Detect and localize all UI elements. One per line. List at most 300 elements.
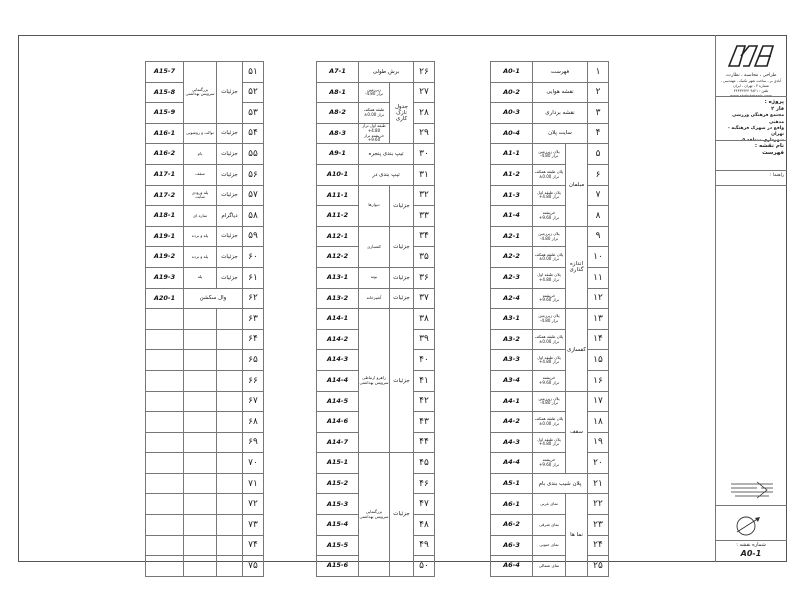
table-row — [491, 370, 609, 391]
row-number: ۱۵ — [588, 350, 609, 371]
row-number: ۱۲ — [588, 288, 609, 309]
row-number: ۲۳ — [588, 515, 609, 536]
row-number: ۶۰ — [243, 247, 264, 268]
row-group: نما ها — [566, 494, 588, 576]
row-number: ۷ — [588, 185, 609, 206]
row-code — [146, 329, 184, 350]
row-code: A15-7 — [146, 62, 184, 83]
row-number: ۳۰ — [414, 144, 435, 165]
row-code: A6-1 — [491, 494, 533, 515]
row-group: دیاگرام — [217, 206, 243, 227]
table-row — [317, 164, 435, 185]
table-row — [146, 267, 264, 288]
row-number: ۱۹ — [588, 432, 609, 453]
row-code: A17-2 — [146, 185, 184, 206]
table-row — [491, 247, 609, 268]
row-code — [146, 453, 184, 474]
row-description: برش طولی — [359, 62, 414, 83]
table-row — [317, 453, 435, 474]
row-code: A15-3 — [317, 494, 359, 515]
row-number: ۲۰ — [588, 453, 609, 474]
row-code: A1-2 — [491, 164, 533, 185]
table-row — [491, 556, 609, 577]
row-subtitle: پلان طبقه همکف تراز 0.00± — [533, 164, 566, 185]
row-code: A13-1 — [317, 267, 359, 288]
row-subtitle: پله — [184, 267, 217, 288]
row-number: ۶۳ — [243, 309, 264, 330]
row-subtitle: پلان طبقه اول تراز 4.80+ — [533, 350, 566, 371]
row-subtitle-empty — [184, 515, 217, 536]
table-row — [491, 103, 609, 124]
row-number: ۴۱ — [414, 370, 435, 391]
row-code: A15-5 — [317, 535, 359, 556]
table-row — [491, 473, 609, 494]
row-subtitle: پله و نرده — [184, 247, 217, 268]
row-code: A0-1 — [491, 62, 533, 83]
row-number: ۳۱ — [414, 164, 435, 185]
table-row — [491, 144, 609, 165]
row-code: A19-3 — [146, 267, 184, 288]
table-row — [317, 144, 435, 165]
row-code: A20-1 — [146, 288, 184, 309]
row-code: A2-4 — [491, 288, 533, 309]
table-row — [491, 62, 609, 83]
row-subtitle: سازه ای — [184, 206, 217, 227]
row-code: A14-2 — [317, 329, 359, 350]
row-number: ۶۹ — [243, 432, 264, 453]
row-code: A14-5 — [317, 391, 359, 412]
row-number: ۳ — [588, 103, 609, 124]
row-code: A4-3 — [491, 432, 533, 453]
north-arrow-icon — [733, 512, 763, 538]
row-number: ۲۴ — [588, 535, 609, 556]
row-subtitle: پلان زیرزمین تراز 4.80- — [533, 391, 566, 412]
row-code: A14-6 — [317, 412, 359, 433]
row-number: ۴۷ — [414, 494, 435, 515]
row-code: A15-9 — [146, 103, 184, 124]
row-code: A15-1 — [317, 453, 359, 474]
row-subtitle: پله ورودی سایت — [184, 185, 217, 206]
row-number: ۱۳ — [588, 309, 609, 330]
row-code: A6-3 — [491, 535, 533, 556]
table-row — [491, 206, 609, 227]
row-number: ۲۲ — [588, 494, 609, 515]
project-name-line: مجتمع فرهنگی ورزشی مذهبی — [732, 113, 784, 125]
table-row — [146, 535, 264, 556]
row-number: ۱۱ — [588, 267, 609, 288]
row-number: ۵ — [588, 144, 609, 165]
row-number: ۴ — [588, 123, 609, 144]
guide-label: راهنما : — [769, 173, 784, 178]
row-number: ۵۷ — [243, 185, 264, 206]
table-row — [146, 62, 264, 83]
row-code: A12-1 — [317, 226, 359, 247]
table-row — [491, 123, 609, 144]
row-subtitle: سقف — [184, 164, 217, 185]
row-code: A5-1 — [491, 473, 533, 494]
row-group: جزئیات — [390, 267, 414, 288]
row-code: A19-1 — [146, 226, 184, 247]
row-number: ۱۴ — [588, 329, 609, 350]
row-number: ۸ — [588, 206, 609, 227]
row-subtitle: پلان طبقه اول تراز 4.80+ — [533, 185, 566, 206]
row-code — [146, 556, 184, 577]
row-group: کفسازی — [566, 309, 588, 391]
row-number: ۴۲ — [414, 391, 435, 412]
row-code: A15-4 — [317, 515, 359, 536]
row-description: سایت پلان — [533, 123, 588, 144]
row-code: A4-2 — [491, 412, 533, 433]
row-number: ۶۸ — [243, 412, 264, 433]
row-number: ۱۷ — [588, 391, 609, 412]
table-row — [491, 185, 609, 206]
row-number: ۲ — [588, 82, 609, 103]
row-description: فهرست — [533, 62, 588, 83]
row-number: ۱۰ — [588, 247, 609, 268]
project-name-line: واقع در شهرک فرهنگیه - تهران — [727, 125, 784, 137]
row-number: ۴۰ — [414, 350, 435, 371]
row-number: ۳۹ — [414, 329, 435, 350]
row-code: A8-2 — [317, 103, 359, 124]
row-number: ۶۲ — [243, 288, 264, 309]
row-code: A2-1 — [491, 226, 533, 247]
drawing-name-block — [718, 143, 784, 158]
row-number: ۳۸ — [414, 309, 435, 330]
row-code: A4-1 — [491, 391, 533, 412]
row-subtitle: پلان زیرزمین تراز 4.80- — [533, 144, 566, 165]
row-number: ۵۹ — [243, 226, 264, 247]
row-code: A9-1 — [317, 144, 359, 165]
title-block-rule — [715, 185, 787, 186]
row-subtitle-empty — [184, 535, 217, 556]
row-number: ۶۴ — [243, 329, 264, 350]
row-group-empty — [217, 453, 243, 474]
table-row — [146, 144, 264, 165]
table-row — [491, 535, 609, 556]
row-code: A0-2 — [491, 82, 533, 103]
row-code: A14-4 — [317, 370, 359, 391]
row-code — [146, 350, 184, 371]
row-subtitle: پله و نرده — [184, 226, 217, 247]
row-number: ۳۲ — [414, 185, 435, 206]
title-block-rule — [715, 96, 787, 97]
table-row — [491, 82, 609, 103]
row-code: A4-4 — [491, 453, 533, 474]
row-number: ۲۶ — [414, 62, 435, 83]
table-row — [146, 123, 264, 144]
row-subtitle-empty — [184, 350, 217, 371]
row-code: A0-3 — [491, 103, 533, 124]
table-row — [491, 453, 609, 474]
row-number: ۲۸ — [414, 103, 435, 124]
row-subtitle: پلان طبقه همکف تراز 0.00± — [533, 329, 566, 350]
row-subtitle-empty — [184, 309, 217, 330]
table-row — [146, 185, 264, 206]
table-row — [146, 247, 264, 268]
row-subtitle-empty — [184, 494, 217, 515]
row-subtitle: بزرگنمایی سرویس بهداشتی — [184, 62, 217, 124]
row-code: A11-2 — [317, 206, 359, 227]
row-number: ۷۵ — [243, 556, 264, 577]
row-description: نقشه برداری — [533, 103, 588, 124]
table-row — [491, 494, 609, 515]
table-row — [491, 288, 609, 309]
row-number: ۵۵ — [243, 144, 264, 165]
table-row — [491, 164, 609, 185]
index-table-middle — [316, 61, 435, 577]
row-subtitle: پلان زیرزمین تراز 4.80- — [533, 226, 566, 247]
row-code: A7-1 — [317, 62, 359, 83]
office-line: آبادی بر ، ساخت شهر تکنیک ، مهندسی ، شماره ۳ ، تهران ، ایران — [720, 79, 782, 88]
row-code: A14-3 — [317, 350, 359, 371]
row-number: ۲۵ — [588, 556, 609, 577]
row-number: ۵۲ — [243, 82, 264, 103]
row-number: ۱۶ — [588, 370, 609, 391]
index-table-left — [145, 61, 264, 577]
designer-logo-icon — [727, 480, 777, 502]
row-subtitle: نمای شمالی — [533, 556, 566, 577]
row-subtitle: بوته — [359, 267, 390, 288]
row-code: A3-1 — [491, 309, 533, 330]
row-group-empty — [217, 370, 243, 391]
row-number: ۷۳ — [243, 515, 264, 536]
row-code: A2-3 — [491, 267, 533, 288]
row-subtitle-empty — [184, 432, 217, 453]
row-code: A13-2 — [317, 288, 359, 309]
table-row — [146, 515, 264, 536]
row-subtitle: دیوارها — [359, 185, 390, 226]
row-subtitle: پلان طبقه همکف تراز 0.00± — [533, 412, 566, 433]
office-info — [718, 73, 784, 98]
row-subtitle-empty — [184, 329, 217, 350]
table-row — [317, 62, 435, 83]
row-number: ۴۵ — [414, 453, 435, 474]
row-code: A18-1 — [146, 206, 184, 227]
row-group-empty — [217, 391, 243, 412]
row-code: A8-3 — [317, 123, 359, 144]
row-code — [146, 515, 184, 536]
row-number: ۱۸ — [588, 412, 609, 433]
title-block-rule — [715, 505, 787, 506]
drawing-number-block — [718, 542, 784, 560]
row-group: جدول نازک کاری — [390, 82, 414, 144]
row-code: A3-4 — [491, 370, 533, 391]
drawing-name-value: فهرست — [762, 150, 784, 157]
row-code: A2-2 — [491, 247, 533, 268]
table-row — [146, 453, 264, 474]
table-row — [317, 288, 435, 309]
row-group: جزئیات — [217, 267, 243, 288]
drawing-number-value: A0-1 — [740, 548, 762, 558]
table-row — [146, 370, 264, 391]
project-info — [718, 99, 784, 144]
row-subtitle: خرپشته تراز 9.60+ — [533, 288, 566, 309]
row-number: ۳۷ — [414, 288, 435, 309]
row-group: جزئیات — [217, 247, 243, 268]
row-subtitle: پلان طبقه اول تراز 4.80+ — [533, 432, 566, 453]
row-number: ۴۳ — [414, 412, 435, 433]
row-code: A16-1 — [146, 123, 184, 144]
row-group: سقف — [566, 391, 588, 473]
table-row — [317, 123, 435, 144]
table-row — [491, 226, 609, 247]
row-group-empty — [217, 309, 243, 330]
title-block-rule — [715, 140, 787, 141]
row-group: جزئیات — [390, 185, 414, 226]
row-code: A14-1 — [317, 309, 359, 330]
table-row — [146, 350, 264, 371]
table-row — [491, 329, 609, 350]
row-group-empty — [217, 350, 243, 371]
row-number: ۲۷ — [414, 82, 435, 103]
table-row — [491, 391, 609, 412]
row-group: جزئیات — [217, 123, 243, 144]
row-subtitle: خرپشته تراز 9.60+ — [533, 453, 566, 474]
title-block-divider — [715, 35, 716, 562]
row-code — [146, 473, 184, 494]
row-number: ۷۴ — [243, 535, 264, 556]
table-row — [146, 309, 264, 330]
row-subtitle: نمای غربی — [533, 494, 566, 515]
row-code: A19-2 — [146, 247, 184, 268]
row-number: ۴۹ — [414, 535, 435, 556]
table-row — [491, 412, 609, 433]
row-subtitle: بزرگنمایی سرویس بهداشتی — [359, 453, 390, 577]
office-logo-icon — [727, 42, 777, 70]
row-code: A8-1 — [317, 82, 359, 103]
title-block-rule — [715, 170, 787, 171]
row-code: A12-2 — [317, 247, 359, 268]
row-code: A3-3 — [491, 350, 533, 371]
row-code: A11-1 — [317, 185, 359, 206]
row-code — [146, 494, 184, 515]
row-group: جزئیات — [217, 185, 243, 206]
row-subtitle-empty — [184, 391, 217, 412]
row-code: A0-4 — [491, 123, 533, 144]
row-group-empty — [217, 412, 243, 433]
row-number: ۲۱ — [588, 473, 609, 494]
table-row — [317, 185, 435, 206]
row-code: A15-8 — [146, 82, 184, 103]
table-row — [146, 473, 264, 494]
row-code: A10-1 — [317, 164, 359, 185]
row-description: تیپ بندی در — [359, 164, 414, 185]
drawing-name-label: نام نقشه : — [754, 143, 784, 149]
table-row — [146, 412, 264, 433]
row-subtitle: توالت و روشویی — [184, 123, 217, 144]
phase-label: فاز ۲ — [771, 106, 784, 113]
row-subtitle: نمای جنوبی — [533, 535, 566, 556]
row-group: اندازه گذاری — [566, 226, 588, 308]
row-code: A17-1 — [146, 164, 184, 185]
row-subtitle: زیرزمین تراز 4.80- — [359, 82, 390, 103]
row-group-empty — [217, 329, 243, 350]
row-number: ۴۸ — [414, 515, 435, 536]
row-group-empty — [217, 556, 243, 577]
row-subtitle: آشپزخانه — [359, 288, 390, 309]
row-code: A1-3 — [491, 185, 533, 206]
row-code — [146, 309, 184, 330]
row-number: ۵۳ — [243, 103, 264, 124]
table-row — [146, 206, 264, 227]
row-subtitle: طبقه اول تراز 4.80+ خرپشته تراز 9.60+ — [359, 123, 390, 144]
table-row — [491, 267, 609, 288]
row-number: ۵۱ — [243, 62, 264, 83]
table-row — [146, 494, 264, 515]
row-number: ۳۳ — [414, 206, 435, 227]
row-number: ۱ — [588, 62, 609, 83]
row-number: ۶ — [588, 164, 609, 185]
table-row — [146, 226, 264, 247]
row-group: جزئیات — [390, 288, 414, 309]
table-row — [317, 226, 435, 247]
office-line: تلفن : ۹۸۲۱ ۴۴۴۴۴۴۴۴ — [733, 88, 769, 93]
index-table-right — [490, 61, 609, 577]
table-row — [317, 309, 435, 330]
row-code: A16-2 — [146, 144, 184, 165]
table-row — [146, 164, 264, 185]
row-subtitle: کفسازی — [359, 226, 390, 267]
row-subtitle: خرپشته تراز 9.60+ — [533, 370, 566, 391]
row-number: ۶۵ — [243, 350, 264, 371]
row-subtitle: پلان زیرزمین تراز 4.80- — [533, 309, 566, 330]
row-number: ۶۶ — [243, 370, 264, 391]
row-code: A6-2 — [491, 515, 533, 536]
row-code — [146, 412, 184, 433]
table-row — [491, 350, 609, 371]
row-number: ۴۶ — [414, 473, 435, 494]
row-code — [146, 432, 184, 453]
row-subtitle: پلان طبقه اول تراز 4.80+ — [533, 267, 566, 288]
title-block-rule — [715, 540, 787, 541]
row-subtitle: خرپشته تراز 9.60+ — [533, 206, 566, 227]
table-row — [146, 556, 264, 577]
row-number: ۵۸ — [243, 206, 264, 227]
office-line: طراحی ، محاسبه ، نظارت، — [725, 73, 777, 78]
table-row — [317, 82, 435, 103]
row-code: A1-4 — [491, 206, 533, 227]
row-number: ۷۱ — [243, 473, 264, 494]
table-row — [491, 309, 609, 330]
row-number: ۵۶ — [243, 164, 264, 185]
row-number: ۴۴ — [414, 432, 435, 453]
table-row — [146, 329, 264, 350]
table-row — [491, 515, 609, 536]
table-row — [317, 267, 435, 288]
row-subtitle: طبقه همکف تراز 0.00± — [359, 103, 390, 124]
table-row — [146, 391, 264, 412]
row-number: ۹ — [588, 226, 609, 247]
row-code — [146, 535, 184, 556]
row-description: تیپ بندی پنجره — [359, 144, 414, 165]
project-label: پروژه : — [764, 99, 784, 105]
row-subtitle-empty — [184, 412, 217, 433]
row-description: پلان شیب بندی بام — [533, 473, 588, 494]
row-subtitle-empty — [184, 370, 217, 391]
row-description: نقشه هوایی — [533, 82, 588, 103]
row-subtitle-empty — [184, 453, 217, 474]
row-number: ۳۶ — [414, 267, 435, 288]
row-subtitle-empty — [184, 556, 217, 577]
row-group: جزئیات — [390, 453, 414, 577]
row-code: A1-1 — [491, 144, 533, 165]
row-code: A15-2 — [317, 473, 359, 494]
row-number: ۲۹ — [414, 123, 435, 144]
row-number: ۷۲ — [243, 494, 264, 515]
row-number: ۶۷ — [243, 391, 264, 412]
row-code — [146, 370, 184, 391]
row-group: مبلمان — [566, 144, 588, 226]
